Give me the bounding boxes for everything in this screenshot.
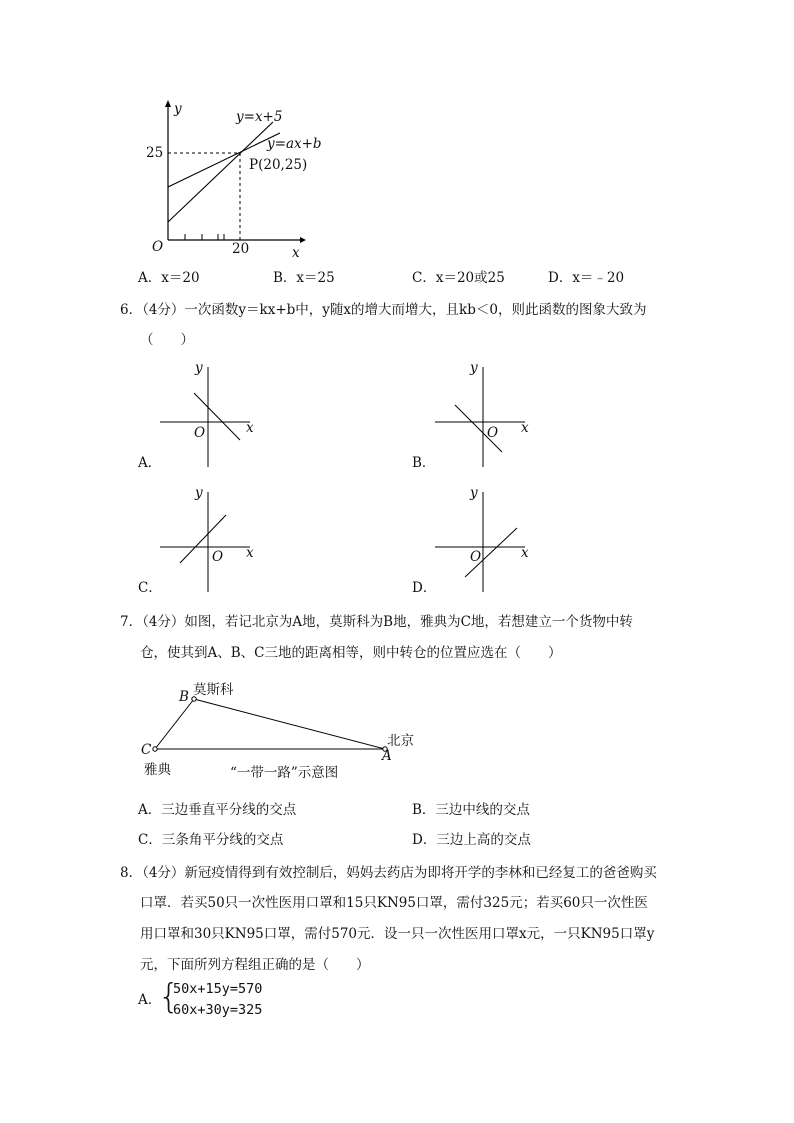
q6b-x: x xyxy=(521,420,529,436)
q6a-o: O xyxy=(194,425,206,441)
q5-graph xyxy=(130,95,330,265)
q6b-o: O xyxy=(487,425,499,441)
q8-option-a-label: A． xyxy=(138,992,162,1008)
q7-city-b: 莫斯科 xyxy=(193,682,234,698)
q8-eq2: 60x+30y=325 xyxy=(173,1002,263,1018)
q7-side-ba xyxy=(194,699,385,749)
q7-label-a: A xyxy=(382,748,392,764)
q6-graph-a xyxy=(150,355,270,475)
q5-line2-label: y=ax+b xyxy=(267,136,322,152)
q7-option-c: C．三条角平分线的交点 xyxy=(138,832,284,848)
q6-stem-line1: 6．（4分）一次函数y＝kx+b中，y随x的增大而增大，且kb＜0，则此函数的图象大致为 xyxy=(120,302,647,318)
q5-option-b: B．x＝25 xyxy=(273,270,335,286)
q6-label-b: B． xyxy=(412,455,436,471)
q5-line1-label: y=x+5 xyxy=(236,109,283,125)
q6c-o: O xyxy=(212,549,224,565)
q5-option-a: A．x＝20 xyxy=(138,270,200,286)
q8-line3: 用口罩和30只KN95口罩，需付570元．设一只一次性医用口罩x元，一只KN95口罩y xyxy=(140,926,655,942)
q8-line2: 口罩．若买50只一次性医用口罩和15只KN95口罩，需付325元；若买60只一次性医 xyxy=(140,895,648,911)
q6-graph-d xyxy=(425,480,545,600)
q5-y-label: y xyxy=(174,101,182,117)
q6-label-a: A． xyxy=(138,455,162,471)
q6b-y: y xyxy=(470,360,478,376)
q5-tick-x-label: 20 xyxy=(232,241,250,257)
q6d-x: x xyxy=(521,545,529,561)
q7-caption: “一带一路”示意图 xyxy=(230,765,339,781)
q7-point-c xyxy=(153,747,157,751)
q6c-x: x xyxy=(246,545,254,561)
q6d-o: O xyxy=(470,549,482,565)
q5-point-label: P(20,25) xyxy=(249,157,308,173)
q6-label-d: D． xyxy=(412,580,437,596)
q6a-y: y xyxy=(195,360,203,376)
q7-option-d: D．三边上高的交点 xyxy=(412,832,531,848)
q8-brace: { xyxy=(158,977,180,1017)
q6-stem-line2: （ ） xyxy=(140,332,194,348)
q6c-y: y xyxy=(195,485,203,501)
q5-x-label: x xyxy=(292,245,300,261)
q5-tick-y-label: 25 xyxy=(146,145,164,161)
q7-city-a: 北京 xyxy=(387,733,414,749)
q6a-x: x xyxy=(246,420,254,436)
q7-triangle-figure xyxy=(130,680,430,790)
q8-line1: 8．（4分）新冠疫情得到有效控制后，妈妈去药店为即将开学的李林和已经复工的爸爸购买 xyxy=(120,865,657,881)
q7-option-b: B．三边中线的交点 xyxy=(412,802,530,818)
q5-origin-label: O xyxy=(152,239,164,255)
q8-line4: 元，下面所列方程组正确的是（ ） xyxy=(140,957,370,973)
q7-city-c: 雅典 xyxy=(144,762,171,778)
q7-stem-line1: 7．（4分）如图，若记北京为A地，莫斯科为B地，雅典为C地，若想建立一个货物中转 xyxy=(120,614,633,630)
q8-eq1: 50x+15y=570 xyxy=(173,981,263,997)
q7-stem-line2: 仓，使其到A、B、C三地的距离相等，则中转仓的位置应选在（ ） xyxy=(140,645,562,661)
q7-option-a: A．三边垂直平分线的交点 xyxy=(138,802,297,818)
q7-label-b: B xyxy=(179,689,189,705)
q5-x-arrow xyxy=(300,237,306,243)
q6-graph-b xyxy=(425,355,545,475)
q5-y-arrow xyxy=(165,100,171,107)
q6-label-c: C． xyxy=(138,580,162,596)
q5-option-d: D．x＝﹣20 xyxy=(548,270,625,286)
q5-option-c: C．x＝20或25 xyxy=(412,270,505,286)
q7-label-c: C xyxy=(141,742,152,758)
q6-graph-c xyxy=(150,480,270,600)
q6d-y: y xyxy=(470,485,478,501)
